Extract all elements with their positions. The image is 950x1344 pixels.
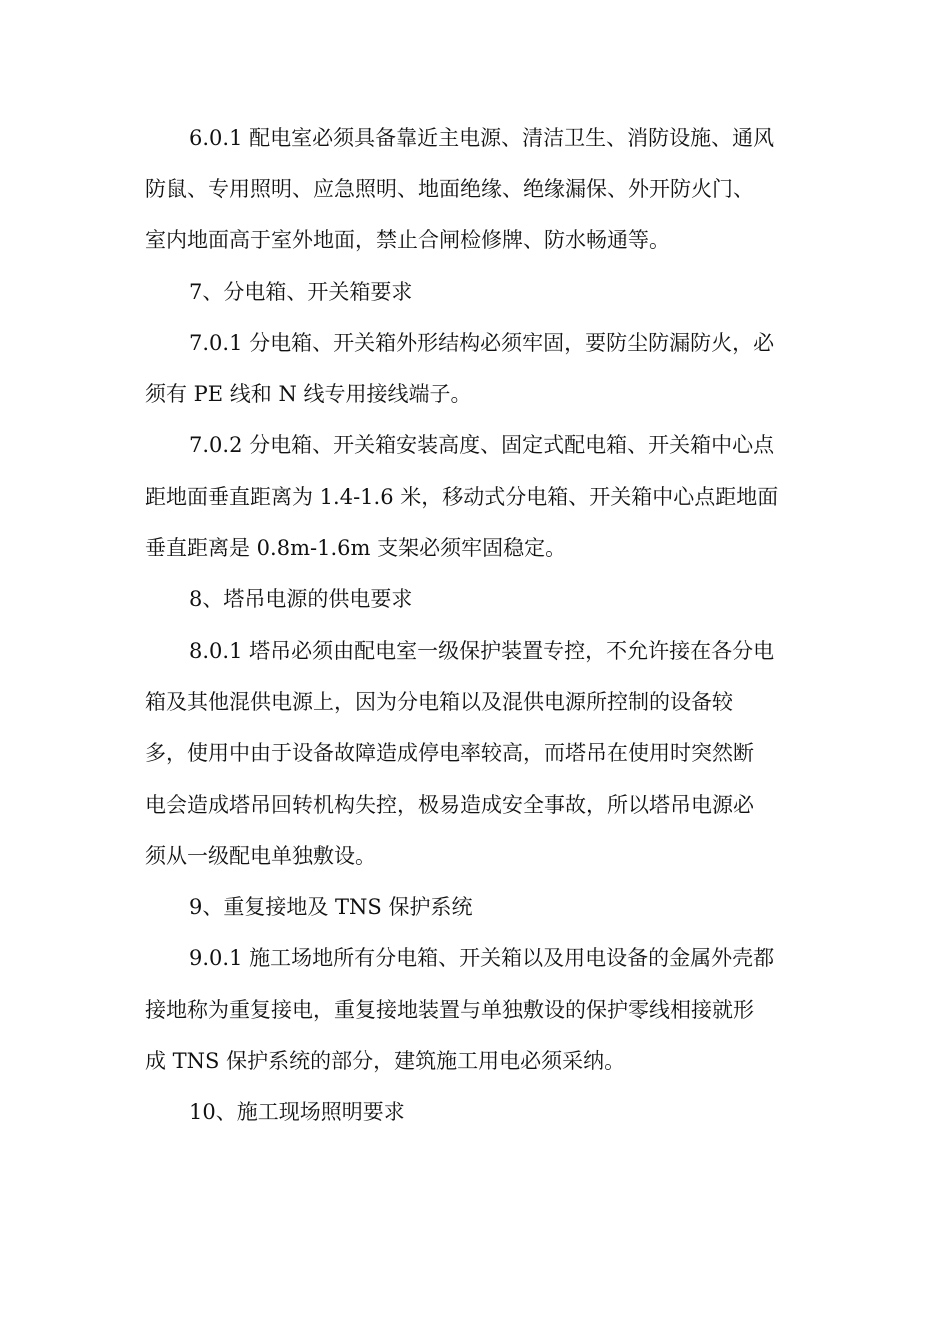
paragraph-8-0-1-line-3: 多，使用中由于设备故障造成停电率较高，而塔吊在使用时突然断 — [145, 741, 754, 765]
paragraph-9-0-1-line-3: 成 TNS 保护系统的部分，建筑施工用电必须采纳。 — [145, 1049, 626, 1073]
paragraph-7-0-2-line-3: 垂直距离是 0.8m-1.6m 支架必须牢固稳定。 — [145, 536, 567, 560]
paragraph-8-0-1-line-1: 8.0.1 塔吊必须由配电室一级保护装置专控，不允许接在各分电 — [189, 639, 775, 663]
paragraph-7-0-2-line-2: 距地面垂直距离为 1.4-1.6 米，移动式分电箱、开关箱中心点距地面 — [145, 485, 779, 509]
paragraph-7-0-1-line-1: 7.0.1 分电箱、开关箱外形结构必须牢固，要防尘防漏防火，必 — [189, 331, 775, 355]
paragraph-8-0-1-line-4: 电会造成塔吊回转机构失控，极易造成安全事故，所以塔吊电源必 — [145, 793, 754, 817]
paragraph-7-0-1-line-2: 须有 PE 线和 N 线专用接线端子。 — [145, 382, 472, 406]
paragraph-9-0-1-line-1: 9.0.1 施工场地所有分电箱、开关箱以及用电设备的金属外壳都 — [189, 946, 775, 970]
heading-section-9: 9、重复接地及 TNS 保护系统 — [189, 895, 473, 919]
paragraph-9-0-1-line-2: 接地称为重复接电，重复接地装置与单独敷设的保护零线相接就形 — [145, 998, 754, 1022]
paragraph-7-0-2-line-1: 7.0.2 分电箱、开关箱安装高度、固定式配电箱、开关箱中心点 — [189, 433, 775, 457]
heading-section-7: 7、分电箱、开关箱要求 — [189, 280, 413, 304]
paragraph-8-0-1-line-2: 箱及其他混供电源上，因为分电箱以及混供电源所控制的设备较 — [145, 690, 733, 714]
paragraph-6-0-1-line-2: 防鼠、专用照明、应急照明、地面绝缘、绝缘漏保、外开防火门、 — [145, 177, 754, 201]
paragraph-6-0-1-line-1: 6.0.1 配电室必须具备靠近主电源、清洁卫生、消防设施、通风 — [189, 126, 775, 150]
paragraph-8-0-1-line-5: 须从一级配电单独敷设。 — [145, 844, 376, 868]
heading-section-8: 8、塔吊电源的供电要求 — [189, 587, 413, 611]
paragraph-6-0-1-line-3: 室内地面高于室外地面，禁止合闸检修牌、防水畅通等。 — [145, 228, 670, 252]
heading-section-10: 10、施工现场照明要求 — [189, 1100, 405, 1124]
